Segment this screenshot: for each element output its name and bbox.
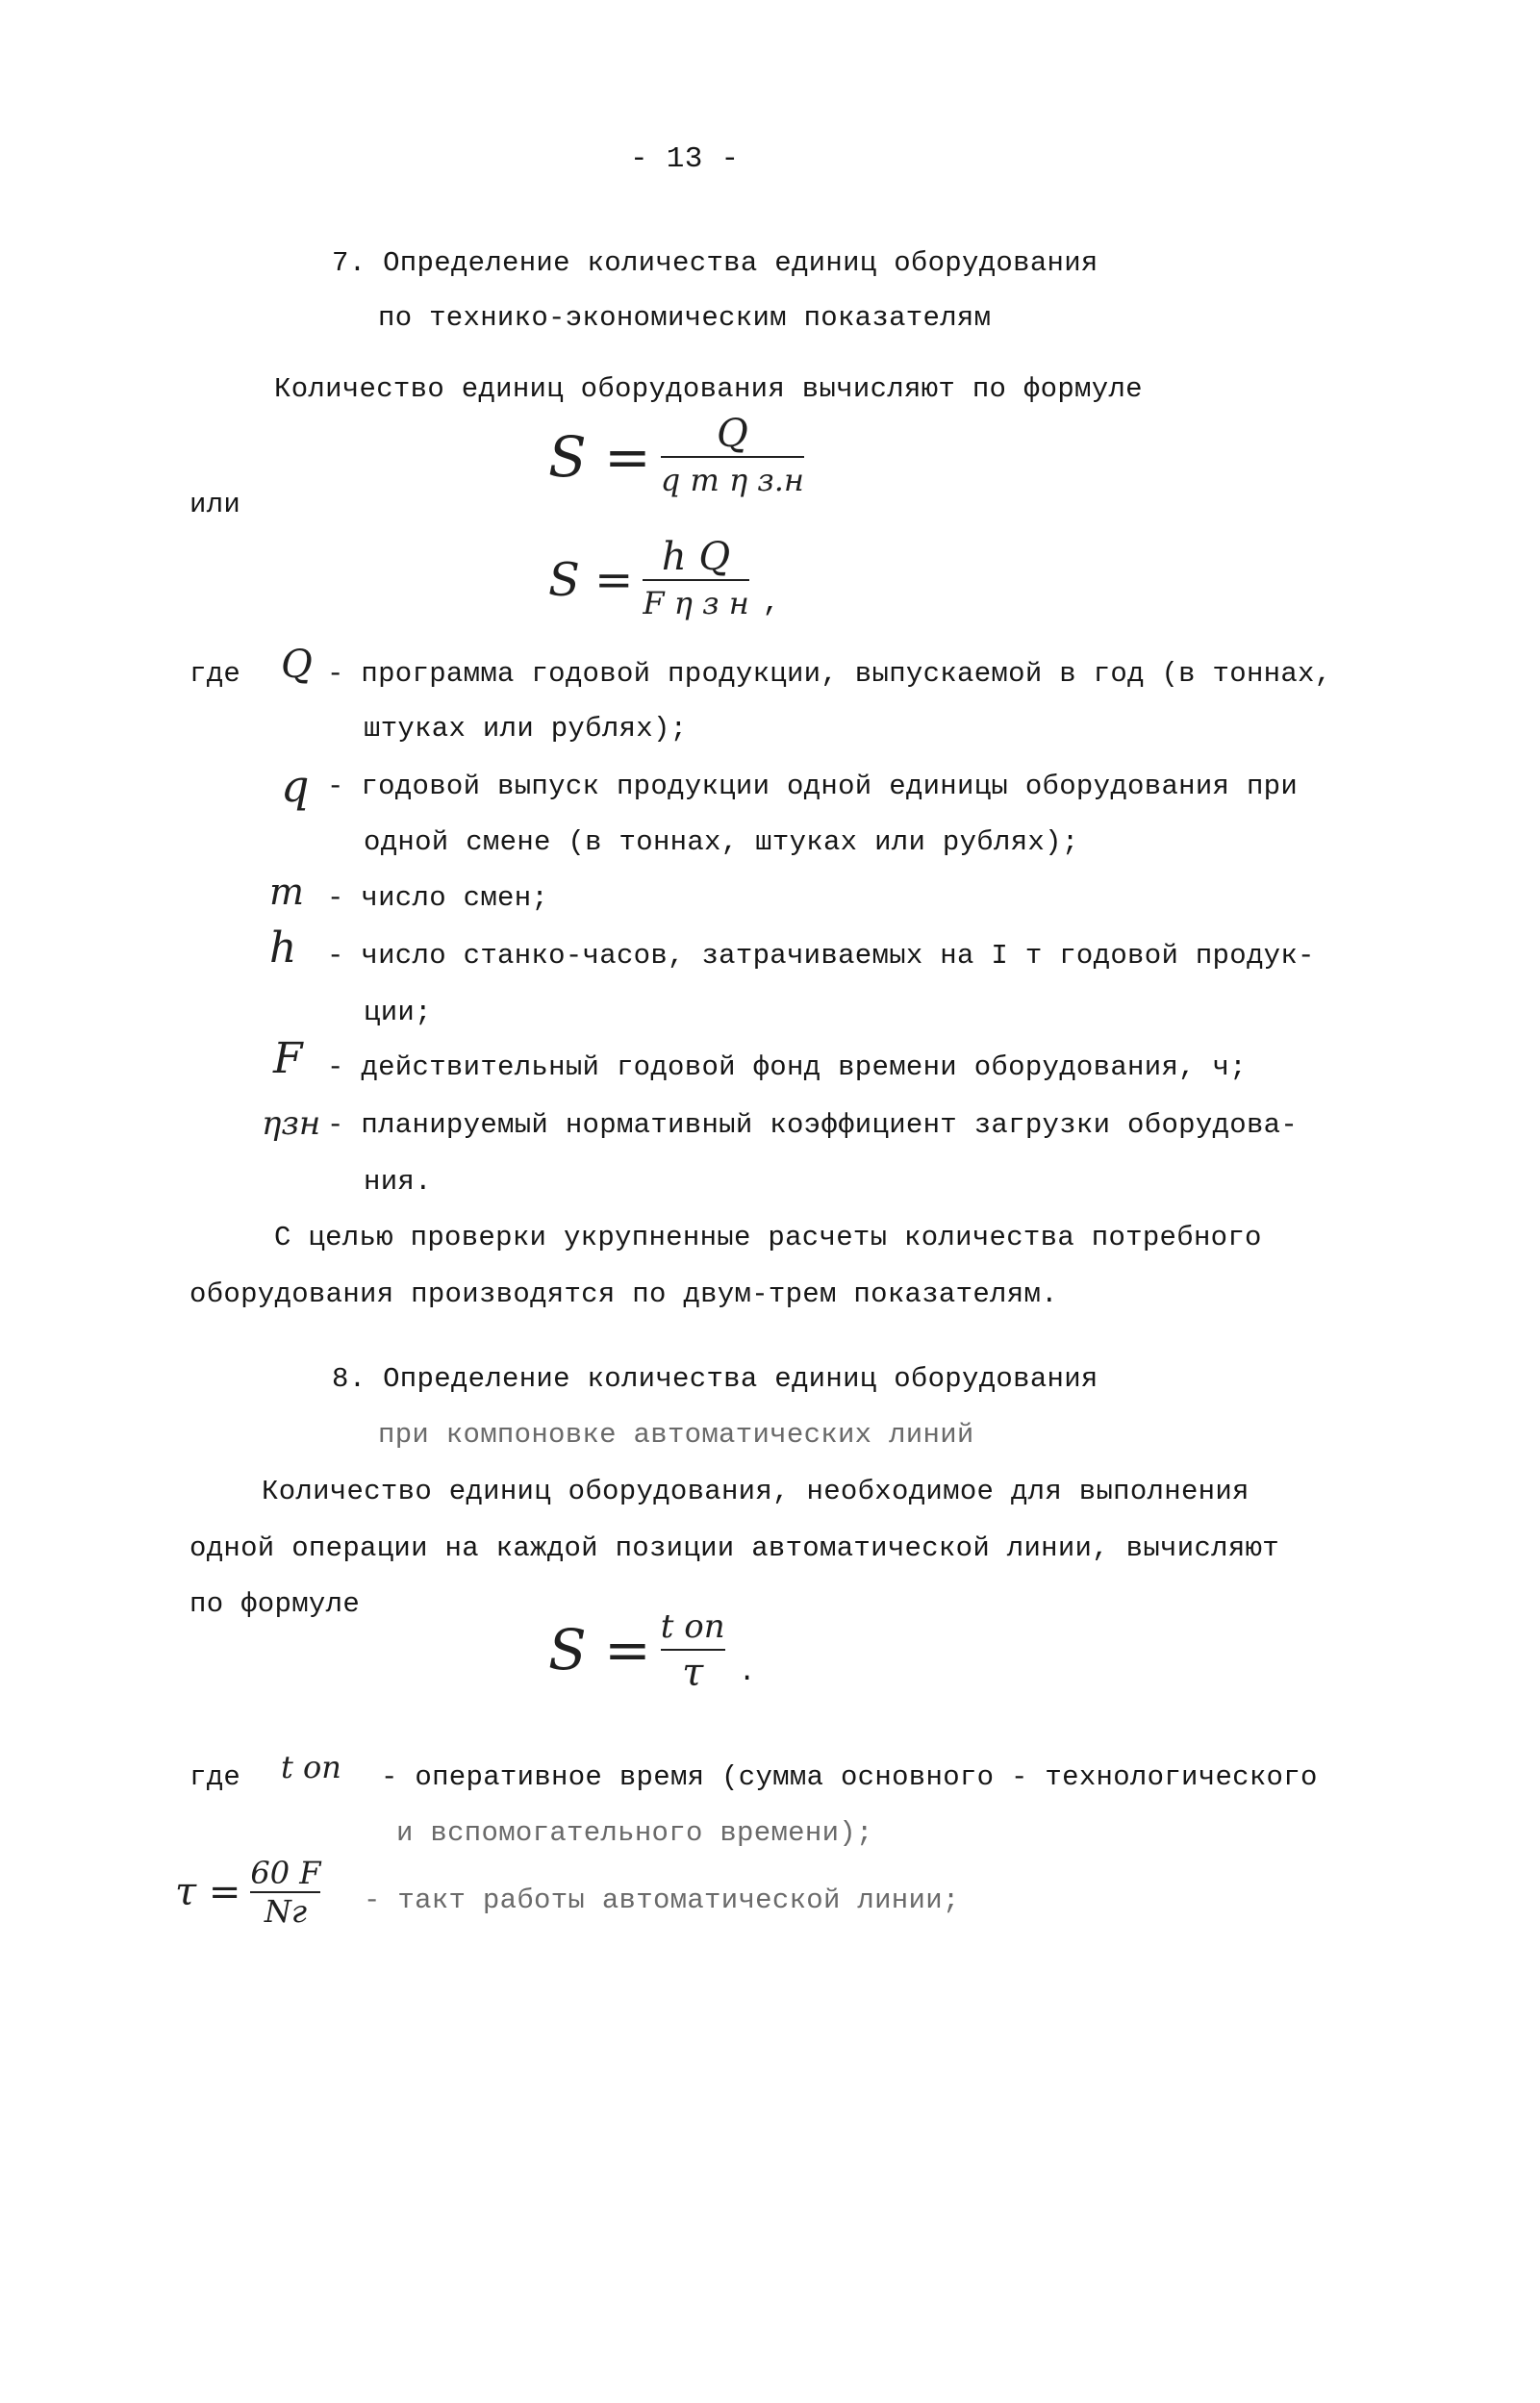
section8-title-line1: 8. Определение количества единиц оборудования xyxy=(332,1363,1098,1395)
def-t-op-line1: - оперативное время (сумма основного - технологического xyxy=(381,1761,1318,1793)
section7-title-line2: по технико-экономическим показателям xyxy=(378,302,992,334)
def-t-op-line2: и вспомогательного времени); xyxy=(396,1817,873,1849)
section8-intro-line1: Количество единиц оборудования, необходимое для выполнения xyxy=(262,1476,1250,1507)
formula-tau-denominator: Nг xyxy=(264,1893,307,1930)
section8-intro-line2: одной операции на каждой позиции автоматической линии, вычисляют xyxy=(189,1532,1279,1564)
symbol-t-op: t оп xyxy=(281,1749,341,1785)
formula-3-denominator: τ xyxy=(682,1651,704,1695)
note-line1: С целью проверки укрупненные расчеты количества потребного xyxy=(274,1222,1262,1253)
formula-2-denominator: F η з н xyxy=(643,585,749,621)
section7-title-line1: 7. Определение количества единиц оборудования xyxy=(332,247,1098,279)
symbol-q: q xyxy=(281,760,310,812)
page-number: - 13 - xyxy=(630,142,740,176)
def-eta-line1: - планируемый нормативный коэффициент загрузки оборудова- xyxy=(327,1109,1299,1141)
def-q-line1: - годовой выпуск продукции одной единицы оборудования при xyxy=(327,771,1299,802)
def-h-line2: ции; xyxy=(364,997,432,1028)
section8-intro-line3: по формуле xyxy=(189,1588,361,1620)
where-word-7: где xyxy=(189,658,241,690)
formula-tau-numerator: 60 F xyxy=(250,1855,321,1891)
symbol-F: F xyxy=(273,1034,303,1083)
formula-1 xyxy=(548,412,804,502)
formula-3-period: . xyxy=(738,1657,756,1689)
formula-tau xyxy=(175,1855,320,1930)
note-line2: оборудования производятся по двум-трем показателям. xyxy=(189,1278,1058,1310)
symbol-h: h xyxy=(269,923,297,973)
section8-title-line2: при компоновке автоматических линий xyxy=(378,1419,974,1451)
def-Q-line2: штуках или рублях); xyxy=(364,713,688,745)
formula-1-numerator: Q xyxy=(716,412,748,456)
def-eta-line2: ния. xyxy=(364,1166,432,1198)
def-F-line1: - действительный годовой фонд времени оборудования, ч; xyxy=(327,1051,1247,1083)
def-m-line1: - число смен; xyxy=(327,882,549,914)
formula-3-numerator: t оп xyxy=(660,1607,725,1646)
def-Q-line1: - программа годовой продукции, выпускаемой в год (в тоннах, xyxy=(327,658,1332,690)
def-q-line2: одной смене (в тоннах, штуках или рублях); xyxy=(364,826,1079,858)
symbol-Q: Q xyxy=(281,643,313,687)
or-word: или xyxy=(189,489,241,520)
section7-intro: Количество единиц оборудования вычисляют по формуле xyxy=(274,373,1143,405)
formula-2-comma: , xyxy=(762,587,780,620)
formula-2 xyxy=(548,535,780,625)
symbol-eta-zn: ηзн xyxy=(262,1104,321,1143)
formula-tau-lhs: τ = xyxy=(175,1870,241,1914)
def-tau-line1: - такт работы автоматической линии; xyxy=(364,1884,960,1916)
formula-1-denominator: q m η з.н xyxy=(660,462,804,498)
formula-1-lhs: S = xyxy=(548,424,651,490)
formula-3 xyxy=(548,1605,756,1695)
def-h-line1: - число станко-часов, затрачиваемых на I т годовой продук- xyxy=(327,940,1315,972)
formula-2-lhs: S = xyxy=(548,553,634,607)
formula-2-numerator: h Q xyxy=(661,535,731,579)
formula-3-lhs: S = xyxy=(548,1617,651,1682)
symbol-m: m xyxy=(269,871,305,913)
where-word-8: где xyxy=(189,1761,241,1793)
